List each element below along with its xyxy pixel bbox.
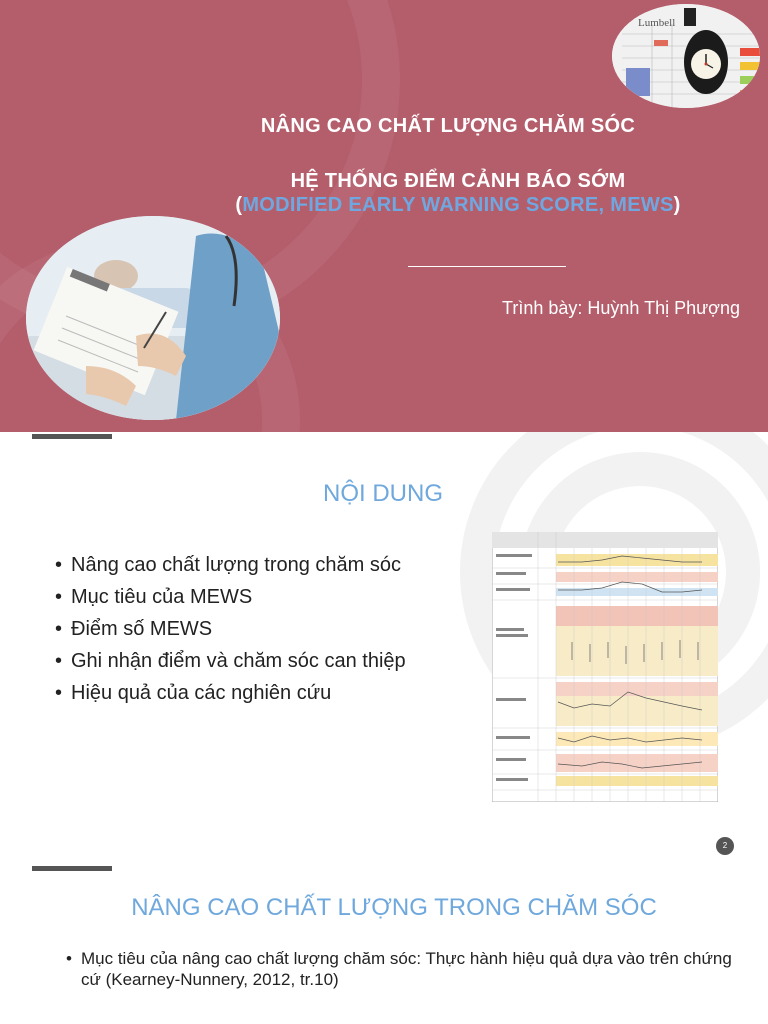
mews-fullname: MODIFIED EARLY WARNING SCORE, MEWS [242, 194, 674, 216]
observation-chart-image [492, 532, 718, 802]
slide-title-line3 [0, 194, 768, 217]
bullet-text: Mục tiêu của nâng cao chất lượng chăm sóc: Thực hành hiệu quả dựa vào trên chứng cứ (Kearney-Nunnery, 2012, tr.10) [81, 949, 732, 989]
paren-open: ( [235, 194, 243, 216]
bullet-dot: • [66, 949, 72, 968]
list-item: • Mục tiêu của MEWS [55, 586, 253, 608]
list-item: • Ghi nhận điểm và chăm sóc can thiệp [55, 650, 406, 672]
title-divider [408, 266, 566, 267]
clock-chart-photo [612, 4, 760, 108]
contents-list [55, 553, 406, 713]
page-number: 2 [716, 837, 734, 855]
contents-slide [0, 432, 768, 864]
accent-bar [32, 866, 112, 871]
title-slide [0, 0, 768, 432]
list-item [66, 948, 736, 990]
list-item: • Điểm số MEWS [55, 618, 213, 640]
paren-close: ) [673, 194, 681, 216]
nurse-photo [26, 216, 280, 420]
accent-bar [32, 434, 112, 439]
quality-heading: NÂNG CAO CHẤT LƯỢNG TRONG CHĂM SÓC [131, 894, 657, 921]
list-item: • Nâng cao chất lượng trong chăm sóc [55, 554, 402, 576]
quality-slide [0, 864, 768, 1024]
list-item: • Hiệu quả của các nghiên cứu [55, 682, 332, 704]
svg-text:Lumbell: Lumbell [638, 17, 676, 29]
slide-title-line1: NÂNG CAO CHẤT LƯỢNG CHĂM SÓC [260, 115, 636, 137]
presenter-name: Trình bày: Huỳnh Thị Phượng [502, 298, 740, 318]
slide-title-line2: HỆ THỐNG ĐIỂM CẢNH BÁO SỚM [290, 170, 626, 192]
contents-heading: NỘI DUNG [323, 480, 443, 507]
